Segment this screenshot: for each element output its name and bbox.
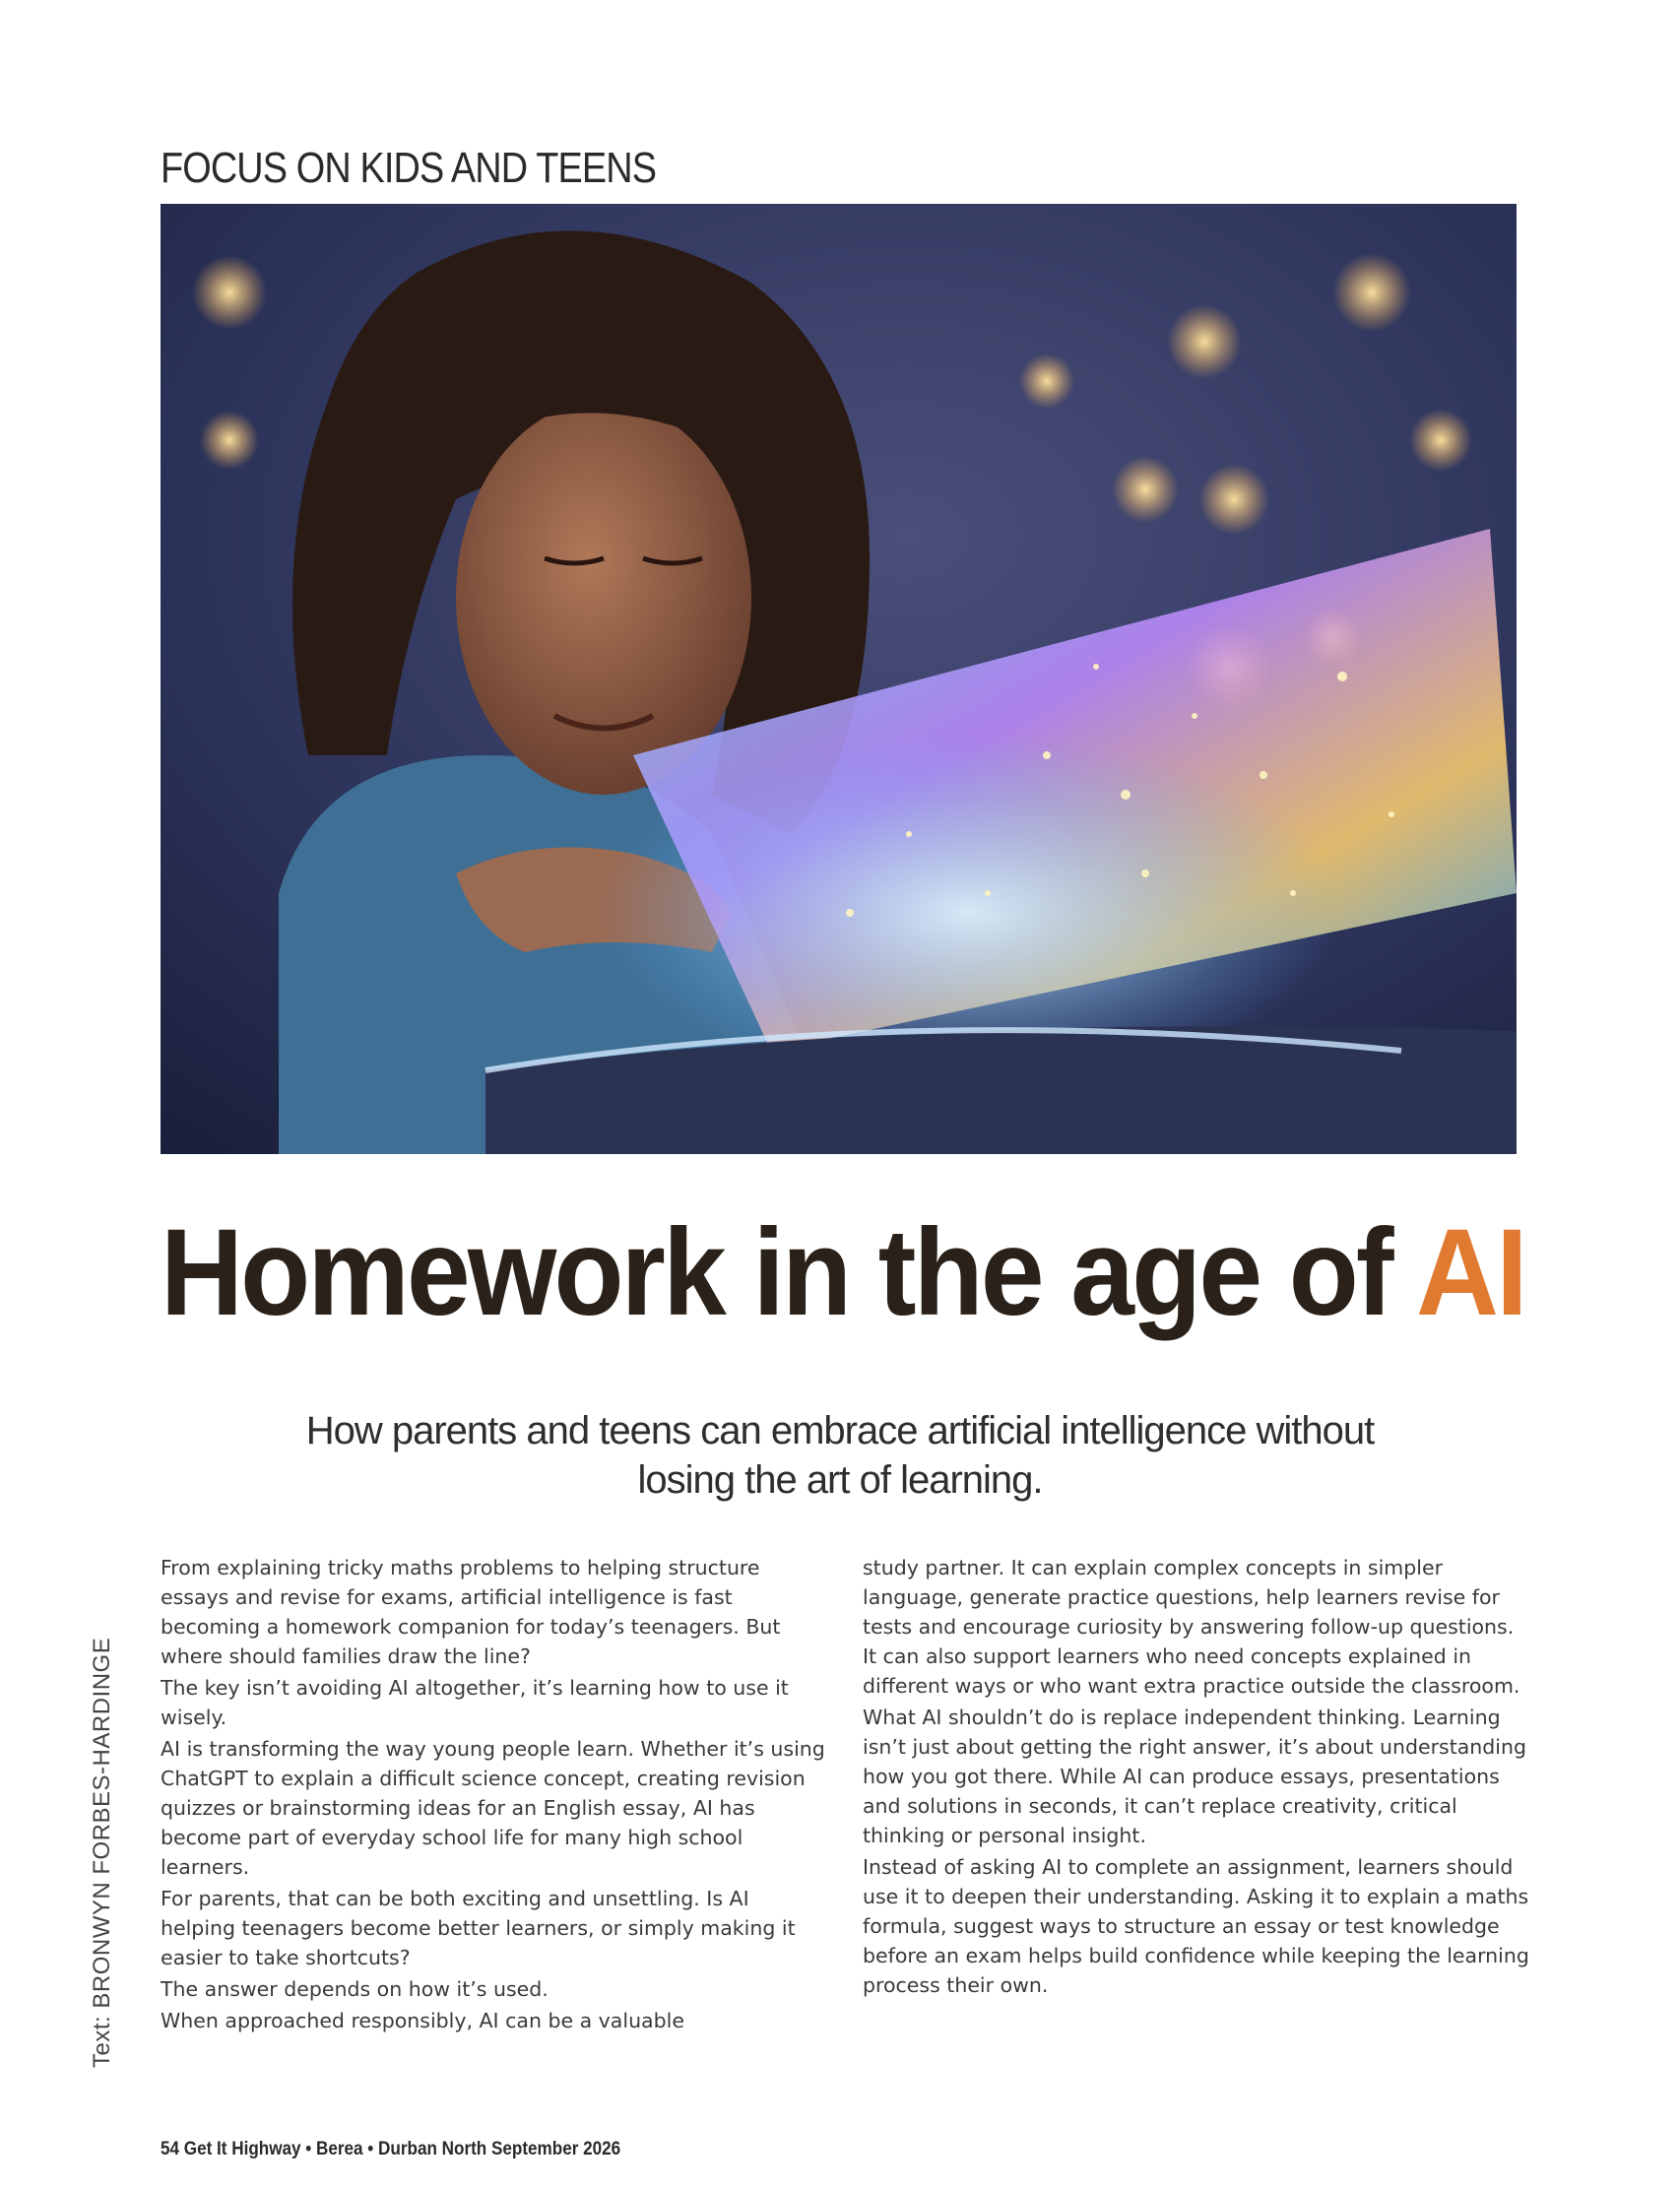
paragraph: For parents, that can be both exciting and unsettling. Is AI helping teenagers become better learners, or simply making it easier to take shortcuts? [161,1887,796,1969]
girl-with-glowing-tablet-image [161,204,1517,1154]
paragraph: What AI shouldn’t do is replace independent thinking. Learning isn’t just about getting the right answer, it’s about understanding how you got there. While AI can produce essays, presentations and solutions in seconds, it can’t replace creativity, critical thinking or personal insight. [863,1706,1526,1847]
paragraph: When approached responsibly, AI can be a valuable [161,2009,684,2032]
author-credit: Text: BRONWYN FORBES-HARDINGE [89,1637,115,2068]
paragraph: From explaining tricky maths problems to helping structure essays and revise for exams, artificial intelligence is fast becoming a homework companion for today’s teenagers. But where should families draw the line? [161,1556,781,1668]
section-kicker: FOCUS ON KIDS AND TEENS [161,144,657,192]
hero-photo [161,204,1517,1154]
body-column-right [863,1553,1532,2002]
standfirst-line-1: How parents and teens can embrace artificial intelligence without [305,1409,1375,1452]
paragraph: The answer depends on how it’s used. [161,1977,549,2001]
paragraph: The key isn’t avoiding AI altogether, it’s learning how to use it wisely. [161,1676,789,1729]
paragraph: study partner. It can explain complex concepts in simpler language, generate practice questions, help learners revise for tests and encourage curiosity by answering follow-up questions. It can also support learners who need concepts explained in different ways or who want extra practice outside the classroom. [863,1556,1520,1698]
page-footer: 54 Get It Highway • Berea • Durban North September 2026 [161,2139,621,2159]
standfirst [256,1406,1424,1505]
paragraph: Instead of asking AI to complete an assignment, learners should use it to deepen their understanding. Asking it to explain a maths formula, suggest ways to structure an essay or test knowledge before an exam helps build confidence while keeping the learning process their own. [863,1855,1529,1997]
headline-accent: AI [1416,1204,1525,1341]
paragraph: AI is transforming the way young people learn. Whether it’s using ChatGPT to explain a difficult science concept, creating revision quizzes or brainstorming ideas for an English essay, AI has become part of everyday school life for many high school learners. [161,1737,825,1879]
article-headline [161,1204,1525,1341]
body-column-left [161,1553,830,2037]
standfirst-line-2: losing the art of learning. [637,1458,1043,1502]
headline-main: Homework in the age of [161,1204,1417,1341]
